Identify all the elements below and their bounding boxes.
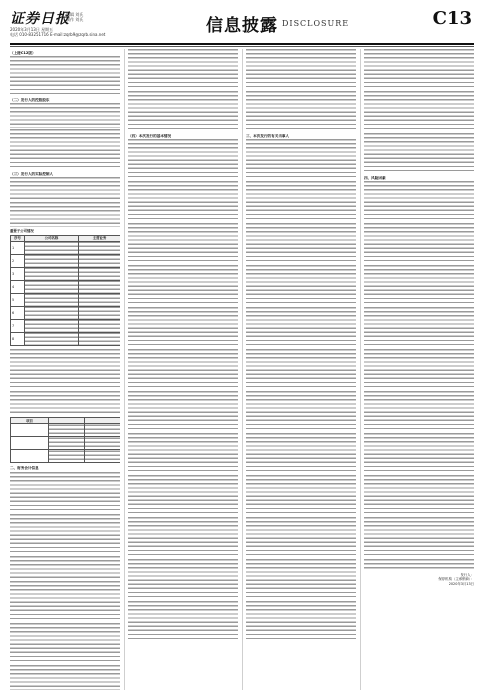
signature-line: 保荐机构（主承销商）： xyxy=(438,577,474,582)
body-paragraph xyxy=(128,49,238,90)
masthead-rule-thin xyxy=(10,46,474,47)
table-cell xyxy=(25,280,79,293)
body-paragraph xyxy=(128,181,238,222)
body-paragraph xyxy=(246,181,356,222)
column-2-body xyxy=(128,49,238,642)
table-header-cell: 项目 xyxy=(11,418,49,424)
column-3-body xyxy=(246,49,356,642)
body-paragraph xyxy=(10,202,120,227)
body-paragraph xyxy=(128,517,238,558)
table-cell xyxy=(79,267,121,280)
body-paragraph xyxy=(246,433,356,474)
table-header-cell: 序号 xyxy=(11,235,25,241)
body-paragraph xyxy=(364,133,474,174)
table-header-cell: 公司名称 xyxy=(25,235,79,241)
body-paragraph xyxy=(128,307,238,348)
table-cell xyxy=(85,437,121,450)
subsidiary-table xyxy=(10,235,120,346)
section-title-en: DISCLOSURE xyxy=(282,19,350,28)
section-heading: （上接C12版） xyxy=(10,50,36,55)
table-row xyxy=(11,280,121,293)
signature-line: 发行人： xyxy=(460,573,474,577)
table-cell: 7 xyxy=(11,319,25,332)
body-paragraph xyxy=(128,349,238,390)
table-cell: 6 xyxy=(11,306,25,319)
body-paragraph xyxy=(10,514,120,555)
table-cell: 8 xyxy=(11,332,25,345)
body-paragraph xyxy=(10,349,120,390)
body-paragraph xyxy=(10,56,120,97)
section-heading: 三、本次发行的有关当事人 xyxy=(246,133,290,138)
masthead xyxy=(10,8,474,42)
body-paragraph xyxy=(128,475,238,516)
body-paragraph xyxy=(246,349,356,390)
body-paragraph xyxy=(128,601,238,642)
section-heading: （三）发行人的实际控制人 xyxy=(10,171,54,176)
column-4 xyxy=(364,49,474,690)
date-line: 2020年3月13日 星期五 xyxy=(10,27,54,32)
issue-line: 编辑 刘氏 xyxy=(66,12,84,17)
table-cell xyxy=(11,424,49,437)
date-contact-info xyxy=(10,27,105,37)
issue-info xyxy=(66,12,83,22)
table-row xyxy=(11,293,121,306)
body-paragraph xyxy=(128,139,238,180)
table-cell: 3 xyxy=(11,267,25,280)
table-cell xyxy=(25,267,79,280)
body-paragraph xyxy=(364,91,474,132)
body-paragraph xyxy=(246,475,356,516)
signature-block xyxy=(364,573,474,586)
newspaper-logo: 证券日报 xyxy=(10,11,70,27)
table-cell xyxy=(79,280,121,293)
body-paragraph xyxy=(364,391,474,432)
table-cell xyxy=(25,241,79,254)
section-title: 信息披露 xyxy=(206,16,278,36)
body-paragraph xyxy=(364,349,474,390)
section-heading: 四、风险因素 xyxy=(364,175,386,180)
body-paragraph xyxy=(128,91,238,132)
table-row xyxy=(11,450,121,463)
body-paragraph xyxy=(246,139,356,180)
body-paragraph xyxy=(364,433,474,474)
body-paragraph xyxy=(10,103,120,128)
body-paragraph xyxy=(246,91,356,132)
body-paragraph xyxy=(246,307,356,348)
table-cell xyxy=(49,450,85,463)
body-paragraph xyxy=(246,265,356,306)
body-paragraph xyxy=(364,49,474,90)
body-paragraph xyxy=(128,223,238,264)
body-paragraph xyxy=(246,223,356,264)
table-cell: 4 xyxy=(11,280,25,293)
table-cell xyxy=(79,332,121,345)
table-row xyxy=(11,267,121,280)
table-row xyxy=(11,332,121,345)
column-1 xyxy=(10,49,120,690)
body-paragraph xyxy=(246,49,356,90)
table-cell: 2 xyxy=(11,254,25,267)
table-cell xyxy=(79,319,121,332)
body-paragraph xyxy=(128,265,238,306)
table-cell xyxy=(79,293,121,306)
table-cell xyxy=(25,319,79,332)
body-paragraph xyxy=(128,433,238,474)
body-paragraph xyxy=(246,559,356,600)
body-paragraph xyxy=(364,559,474,571)
article-columns xyxy=(10,49,474,690)
table-cell: 1 xyxy=(11,241,25,254)
body-paragraph xyxy=(10,472,120,513)
body-paragraph xyxy=(246,391,356,432)
column-divider xyxy=(360,49,361,690)
body-paragraph xyxy=(246,517,356,558)
body-paragraph xyxy=(10,129,120,170)
body-paragraph xyxy=(10,665,120,690)
body-paragraph xyxy=(10,556,120,581)
table-row xyxy=(11,437,121,450)
column-divider xyxy=(124,49,125,690)
table-cell xyxy=(79,306,121,319)
body-paragraph xyxy=(10,581,120,622)
body-paragraph xyxy=(364,517,474,558)
table-header-cell: 主营业务 xyxy=(79,235,121,241)
masthead-rule xyxy=(10,43,474,45)
body-paragraph xyxy=(364,265,474,306)
table-cell xyxy=(49,437,85,450)
body-paragraph xyxy=(364,181,474,222)
body-paragraph xyxy=(10,623,120,664)
body-paragraph xyxy=(128,559,238,600)
column-divider xyxy=(242,49,243,690)
body-paragraph xyxy=(364,475,474,516)
table-row xyxy=(11,241,121,254)
body-paragraph xyxy=(364,307,474,348)
column-2 xyxy=(128,49,238,690)
table-cell xyxy=(25,332,79,345)
table-caption: 重要子公司情况 xyxy=(10,228,34,233)
table-row xyxy=(11,319,121,332)
table-cell xyxy=(79,241,121,254)
table-cell: 5 xyxy=(11,293,25,306)
table-row xyxy=(11,254,121,267)
table-cell xyxy=(49,424,85,437)
table-cell xyxy=(79,254,121,267)
table-row xyxy=(11,424,121,437)
table-cell xyxy=(25,293,79,306)
table-cell xyxy=(11,437,49,450)
body-paragraph xyxy=(364,223,474,264)
column-1-middle xyxy=(10,349,120,416)
body-paragraph xyxy=(10,177,120,202)
section-heading: （四）本次发行的基本情况 xyxy=(128,133,172,138)
column-1-top xyxy=(10,51,120,227)
contact-line: 电话 010-83251716 E-mail:zqrb9@zqrb.sina.net xyxy=(10,32,106,37)
issue-line: 制作 刘氏 xyxy=(66,17,84,22)
section-heading: （二）发行人的控股股东 xyxy=(10,98,50,103)
table-cell xyxy=(85,424,121,437)
body-paragraph xyxy=(10,391,120,416)
signature-date: 2020年3月13日 xyxy=(448,581,474,586)
summary-table xyxy=(10,417,120,463)
body-paragraph xyxy=(128,391,238,432)
column-4-body xyxy=(364,49,474,571)
table-cell xyxy=(25,306,79,319)
table-cell xyxy=(85,450,121,463)
body-paragraph xyxy=(246,601,356,642)
page-number: C13 xyxy=(432,8,472,29)
table-cell xyxy=(11,450,49,463)
column-1-bottom xyxy=(10,466,120,689)
table-cell xyxy=(25,254,79,267)
section-heading: 二、财务会计信息 xyxy=(10,466,39,471)
column-3 xyxy=(246,49,356,690)
table-row xyxy=(11,306,121,319)
